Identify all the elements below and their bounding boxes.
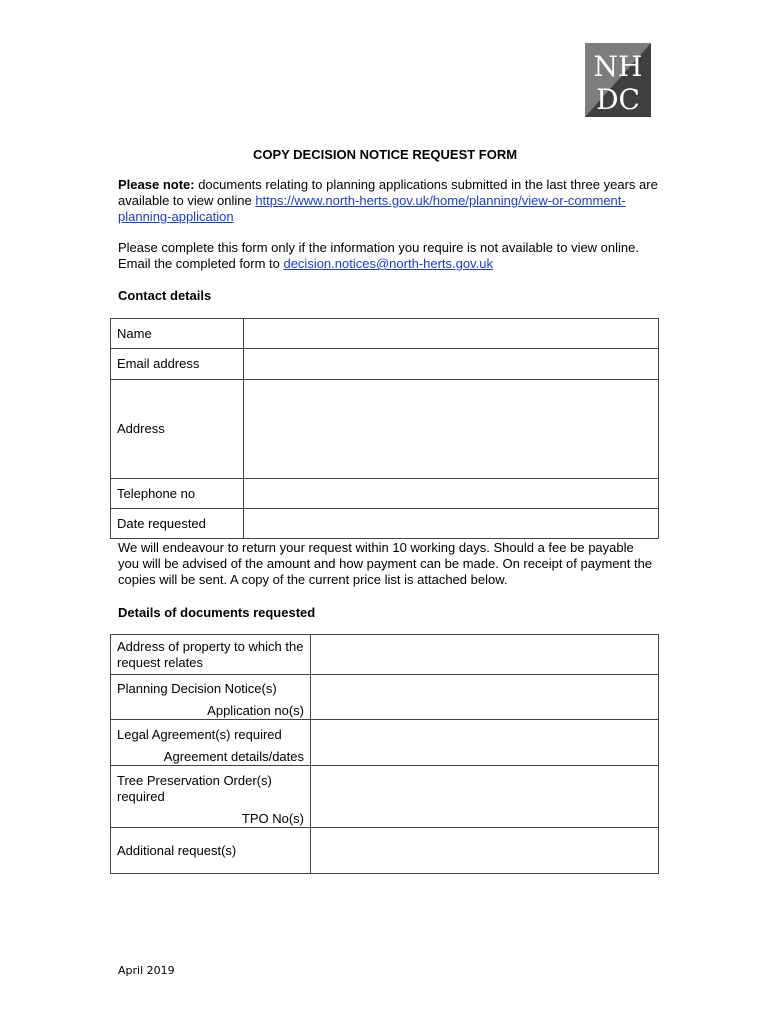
table-row [111,766,659,828]
address-label: Address [111,380,244,479]
instructions-line1: Please complete this form only if the information you require is not available to view online. [118,240,639,255]
contact-heading: Contact details [118,288,212,303]
note-text: documents relating to planning applications submitted in the last three years are available to view online [118,177,658,208]
email-field[interactable] [244,349,659,380]
agreement-details-label: Agreement details/dates [163,748,304,764]
tpo-label: Tree Preservation Order(s) required [117,772,272,804]
application-no-label: Application no(s) [207,703,304,718]
note-label: Please note: [118,177,195,192]
instructions-prefix: Email the completed form to [118,256,284,271]
instructions-paragraph [118,240,658,272]
property-address-label: Address of property to which the request relates [111,635,311,675]
date-requested-field[interactable] [244,509,659,539]
additional-requests-label: Additional request(s) [111,828,311,874]
name-field[interactable] [244,319,659,349]
table-row [111,319,659,349]
application-no-field[interactable] [311,675,659,720]
decision-notice-cell [111,675,311,720]
table-row [111,349,659,380]
documents-heading: Details of documents requested [118,605,316,620]
table-row [111,635,659,675]
telephone-label: Telephone no [111,479,244,509]
email-label: Email address [111,349,244,380]
address-field[interactable] [244,380,659,479]
page-title: COPY DECISION NOTICE REQUEST FORM [252,147,518,162]
table-row [111,479,659,509]
decision-notice-label: Planning Decision Notice(s) [117,681,277,696]
table-row [111,675,659,720]
additional-requests-field[interactable] [311,828,659,874]
documents-table [110,634,659,874]
tpo-no-label: TPO No(s) [241,810,304,826]
logo-line1: NH [593,50,643,83]
table-row [111,828,659,874]
telephone-field[interactable] [244,479,659,509]
contact-table [110,318,659,539]
legal-agreement-label: Legal Agreement(s) required [117,726,282,742]
email-link[interactable]: decision.notices@north-herts.gov.uk [283,256,493,271]
note-paragraph [118,177,658,225]
tpo-cell [111,766,311,828]
name-label: Name [111,319,244,349]
date-requested-label: Date requested [111,509,244,539]
logo-line2: DC [596,83,640,116]
table-row [111,720,659,766]
property-address-field[interactable] [311,635,659,675]
tpo-no-field[interactable] [311,766,659,828]
table-row [111,509,659,539]
table-row [111,380,659,479]
planning-link[interactable]: https://www.north-herts.gov.uk/home/planning/view-or-comment-planning-application [118,193,626,224]
agreement-details-field[interactable] [311,720,659,766]
legal-agreement-cell [111,720,311,766]
nhdc-logo [585,43,651,117]
footer-date: April 2019 [118,964,175,977]
notice-paragraph: We will endeavour to return your request within 10 working days. Should a fee be payable you will be advised of the amount and how payment can be made. On receipt of payment the copies will be sent. A copy of the current price list is attached below. [118,540,653,587]
